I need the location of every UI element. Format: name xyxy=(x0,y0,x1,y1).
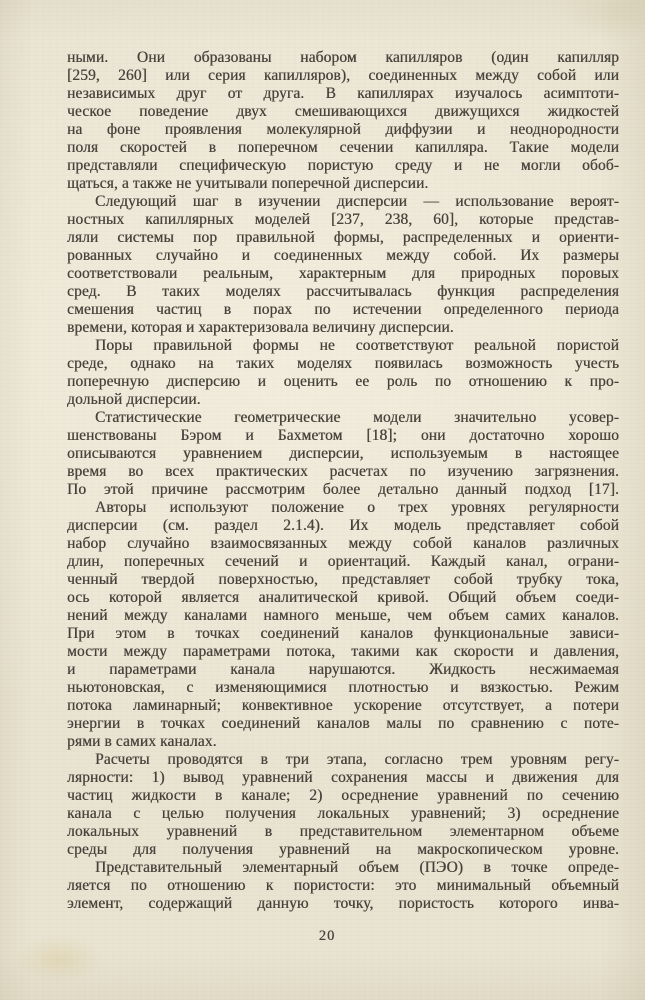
text-block xyxy=(67,49,619,913)
text-line: ляется по отношению к пористости: это минимальный объемный xyxy=(67,877,619,894)
text-line: ными. Они образованы набором капилляров (один капилляр xyxy=(67,49,619,66)
text-line: представляли специфическую пористую среду и не могли обоб- xyxy=(67,157,619,174)
text-line: локальных уравнений в представительном элементарном объеме xyxy=(67,823,619,840)
text-line: канала с целью получения локальных уравнений; 3) осреднение xyxy=(67,805,619,822)
text-line: рованных случайно и соединенных между собой. Их размеры xyxy=(67,247,619,264)
text-line: поля скоростей в поперечном сечении капилляра. Такие модели xyxy=(67,139,619,156)
text-line: ляли системы пор правильной формы, распределенных и ориенти- xyxy=(67,229,619,246)
text-line: лярности: 1) вывод уравнений сохранения массы и движения для xyxy=(67,769,619,786)
text-line: длин, поперечных сечений и ориентаций. Каждый канал, ограни- xyxy=(67,553,619,570)
text-line: ньютоновская, с изменяющимися плотностью и вязкостью. Режим xyxy=(67,679,619,696)
text-line: времени, которая и характеризовала величину дисперсии. xyxy=(67,319,454,336)
text-line: и параметрами канала нарушаются. Жидкость несжимаемая xyxy=(67,661,619,678)
text-line: энергии в точках соединений каналов малы по сравнению с поте- xyxy=(67,715,619,732)
text-line: Следующий шаг в изучении дисперсии — использование вероят- xyxy=(95,193,619,210)
text-line: поперечную дисперсию и оценить ее роль по отношению к про- xyxy=(67,373,619,390)
text-line: описываются уравнением дисперсии, используемым в настоящее xyxy=(67,445,619,462)
text-line: Расчеты проводятся в три этапа, согласно трем уровням регу- xyxy=(95,751,619,768)
text-line: По этой причине рассмотрим более детально данный подход [17]. xyxy=(67,481,619,498)
text-line: среде, однако на таких моделях появилась возможность учесть xyxy=(67,355,619,372)
text-line: дисперсии (см. раздел 2.1.4). Их модель представляет собой xyxy=(67,517,619,534)
text-line: ческое поведение двух смешивающихся движущихся жидкостей xyxy=(67,103,619,120)
text-line: нений между каналами намного меньше, чем объем самих каналов. xyxy=(67,607,619,624)
text-line: сред. В таких моделях рассчитывалась функция распределения xyxy=(67,283,619,300)
text-line: среды для получения уравнений на макроскопическом уровне. xyxy=(67,841,619,858)
text-line: на фоне проявления молекулярной диффузии и неоднородности xyxy=(67,121,619,138)
text-line: частиц жидкости в канале; 2) осреднение уравнений по сечению xyxy=(67,787,619,804)
text-line: шенствованы Бэром и Бахметом [18]; они достаточно хорошо xyxy=(67,427,619,444)
text-line: ностных капиллярных моделей [237, 238, 60], которые представ- xyxy=(67,211,619,228)
text-line: ось которой является аналитической кривой. Общий объем соеди- xyxy=(67,589,619,606)
text-line: Авторы используют положение о трех уровнях регулярности xyxy=(95,499,619,516)
text-line: набор случайно взаимосвязанных между собой каналов различных xyxy=(67,535,619,552)
text-line: время во всех практических расчетах по изучению загрязнения. xyxy=(67,463,619,480)
text-line: При этом в точках соединений каналов функциональные зависи- xyxy=(67,625,619,642)
paper-stain xyxy=(560,0,645,42)
text-line: мости между параметрами потока, такими как скорости и давления, xyxy=(67,643,619,660)
text-line: [259, 260] или серия капилляров), соединенных между собой или xyxy=(67,67,619,84)
text-line: потока ламинарный; конвективное ускорение отсутствует, а потери xyxy=(67,697,619,714)
text-line: смешения частиц в порах по истечении определенного периода xyxy=(67,301,619,318)
text-line: рями в самих каналах. xyxy=(67,733,217,750)
text-line: независимых друг от друга. В капиллярах изучалось асимптоти- xyxy=(67,85,619,102)
text-line: Статистические геометрические модели значительно усовер- xyxy=(95,409,619,426)
page-number: 20 xyxy=(318,928,336,944)
text-line: элемент, содержащий данную точку, пористость которого инва- xyxy=(67,895,619,912)
text-line: ченный твердой поверхностью, представляет собой трубку тока, xyxy=(67,571,619,588)
text-line: дольной дисперсии. xyxy=(67,391,201,408)
text-line: Представительный элементарный объем (ПЭО) в точке опреде- xyxy=(95,859,619,876)
text-line: щаться, а также не учитывали поперечной дисперсии. xyxy=(67,175,429,192)
text-line: соответствовали реальным, характерным для природных поровых xyxy=(67,265,619,282)
text-line: Поры правильной формы не соответствуют реальной пористой xyxy=(95,337,619,354)
